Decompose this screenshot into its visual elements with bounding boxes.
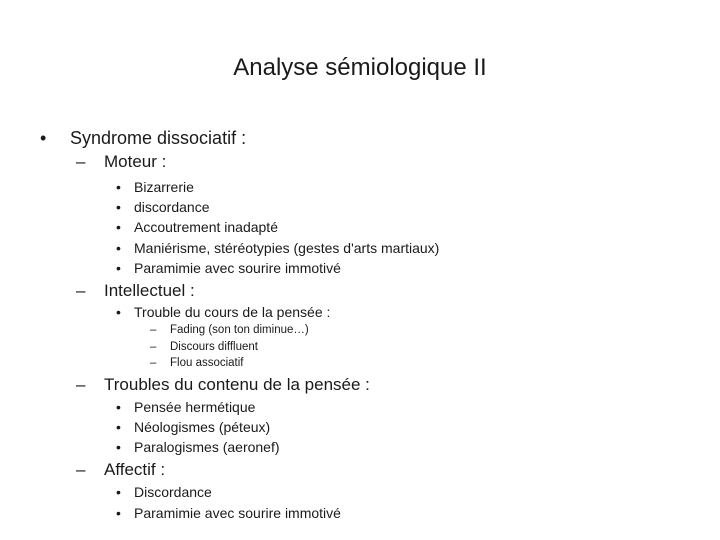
- trouble-cours-subitem: [150, 323, 309, 337]
- intellectuel-item: [116, 303, 330, 321]
- bullet-dot-icon: •: [116, 439, 121, 455]
- moteur-item-text: Maniérisme, stéréotypies (gestes d'arts martiaux): [134, 240, 440, 256]
- bullet-dash-icon: –: [150, 341, 157, 353]
- troubles-contenu-item: [116, 418, 270, 436]
- bullet-dash-icon: –: [76, 281, 86, 300]
- moteur-item: [116, 218, 278, 236]
- moteur-item-text: Accoutrement inadapté: [134, 219, 278, 235]
- moteur-item-text: Paramimie avec sourire immotivé: [134, 260, 341, 276]
- bullet-dot-icon: •: [116, 399, 121, 415]
- subitem-text: Discours diffluent: [170, 341, 258, 353]
- bullet-syndrome: [40, 127, 246, 149]
- moteur-item-text: discordance: [134, 199, 210, 215]
- affectif-item-text: Paramimie avec sourire immotivé: [134, 505, 341, 521]
- bullet-dash-icon: –: [76, 375, 86, 394]
- moteur-item: [116, 198, 210, 216]
- bullet-troubles-contenu: [76, 374, 370, 396]
- moteur-item: [116, 178, 194, 196]
- moteur-item-text: Bizarrerie: [134, 179, 194, 195]
- bullet-dash-icon: –: [150, 357, 157, 369]
- troubles-contenu-item-text: Pensée hermétique: [134, 399, 256, 415]
- intellectuel-label: Intellectuel :: [104, 281, 195, 300]
- bullet-affectif: [76, 459, 165, 481]
- syndrome-label: Syndrome dissociatif :: [70, 128, 247, 148]
- bullet-dot-icon: •: [116, 304, 121, 320]
- bullet-dot-icon: •: [116, 260, 121, 276]
- moteur-label: Moteur :: [104, 152, 167, 171]
- subitem-text: Flou associatif: [170, 357, 244, 369]
- bullet-intellectuel: [76, 280, 195, 302]
- trouble-cours-label: Trouble du cours de la pensée :: [134, 304, 331, 320]
- troubles-contenu-item: [116, 398, 255, 416]
- bullet-dash-icon: –: [150, 324, 157, 336]
- trouble-cours-subitem: [150, 356, 244, 370]
- affectif-item: [116, 504, 341, 522]
- bullet-dot-icon: •: [116, 199, 121, 215]
- bullet-dot-icon: •: [40, 128, 47, 148]
- troubles-contenu-item-text: Paralogismes (aeronef): [134, 439, 280, 455]
- subitem-text: Fading (son ton diminue…): [170, 324, 309, 336]
- moteur-item: [116, 239, 439, 257]
- trouble-cours-subitem: [150, 340, 258, 354]
- bullet-dot-icon: •: [116, 240, 121, 256]
- affectif-label: Affectif :: [104, 460, 166, 479]
- bullet-dash-icon: –: [76, 152, 86, 171]
- moteur-item: [116, 259, 341, 277]
- bullet-dot-icon: •: [116, 419, 121, 435]
- bullet-moteur: [76, 151, 166, 173]
- troubles-contenu-item: [116, 438, 280, 456]
- affectif-item: [116, 483, 212, 501]
- slide-title: Analyse sémiologique II: [233, 54, 487, 81]
- bullet-dot-icon: •: [116, 505, 121, 521]
- troubles-contenu-label: Troubles du contenu de la pensée :: [104, 375, 370, 394]
- troubles-contenu-item-text: Néologismes (péteux): [134, 419, 271, 435]
- bullet-dot-icon: •: [116, 179, 121, 195]
- bullet-dot-icon: •: [116, 219, 121, 235]
- affectif-item-text: Discordance: [134, 484, 212, 500]
- bullet-dash-icon: –: [76, 460, 86, 479]
- bullet-dot-icon: •: [116, 484, 121, 500]
